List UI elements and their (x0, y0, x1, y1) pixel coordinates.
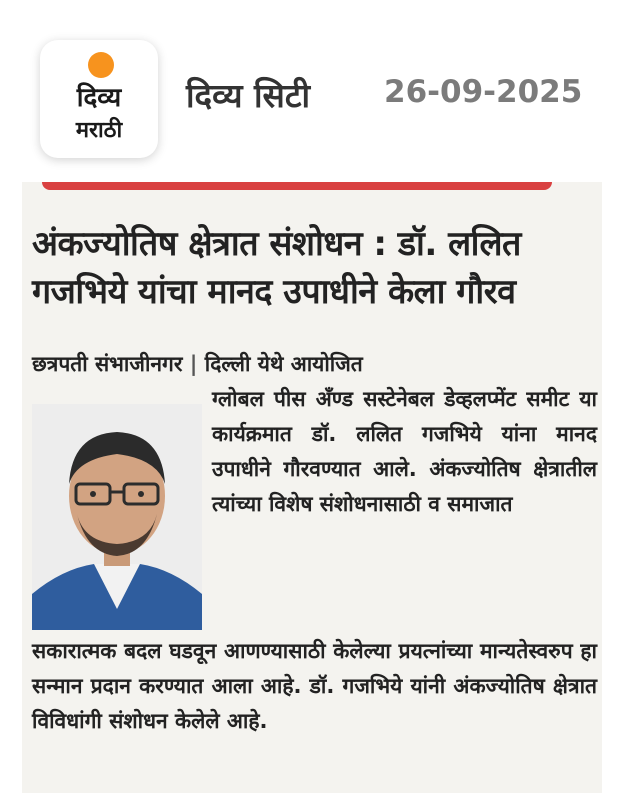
article-headline (32, 220, 597, 316)
article-bottom-text: सकारात्मक बदल घडवून आणण्यासाठी केलेल्या प्रयत्नांच्या मान्यतेस्वरुप हा सन्मान प्रदान करण्यात आला आहे. डॉ. गजभिये यांनी अंकज्योतिष क्षेत्रात विविधांगी संशोधन केलेले आहे. (32, 639, 597, 733)
app-header (0, 0, 622, 175)
edition-title: दिव्य सिटी (186, 76, 311, 115)
lead-text: दिल्ली येथे आयोजित (204, 352, 363, 376)
sun-icon (88, 52, 114, 78)
dateline-separator: | (189, 352, 198, 376)
red-divider (42, 182, 552, 190)
article-side-text: ग्लोबल पीस अँण्ड सस्टेनेबल डेव्हलप्मेंट समीट या कार्यक्रमात डॉ. ललित गजभिये यांना मानद उपाधीने गौरवण्यात आले. अंकज्योतिष क्षेत्रातील त्यांच्या विशेष संशोधनासाठी व समाजात (212, 387, 597, 516)
article-lead-line (32, 347, 597, 382)
portrait-illustration (32, 404, 202, 630)
dateline-location: छत्रपती संभाजीनगर (32, 352, 183, 376)
logo-text-divya: दिव्य (76, 83, 122, 113)
headline-line-1: अंकज्योतिष क्षेत्रात संशोधन : डॉ. ललित (32, 224, 521, 264)
person-photo (32, 404, 202, 630)
headline-line-2: गजभिये यांचा मानद उपाधीने केला गौरव (32, 272, 516, 312)
logo-text-marathi: मराठी (75, 118, 123, 143)
divya-marathi-logo[interactable] (40, 40, 158, 158)
edition-date: 26-09-2025 (384, 74, 583, 110)
news-clipping (22, 182, 602, 793)
